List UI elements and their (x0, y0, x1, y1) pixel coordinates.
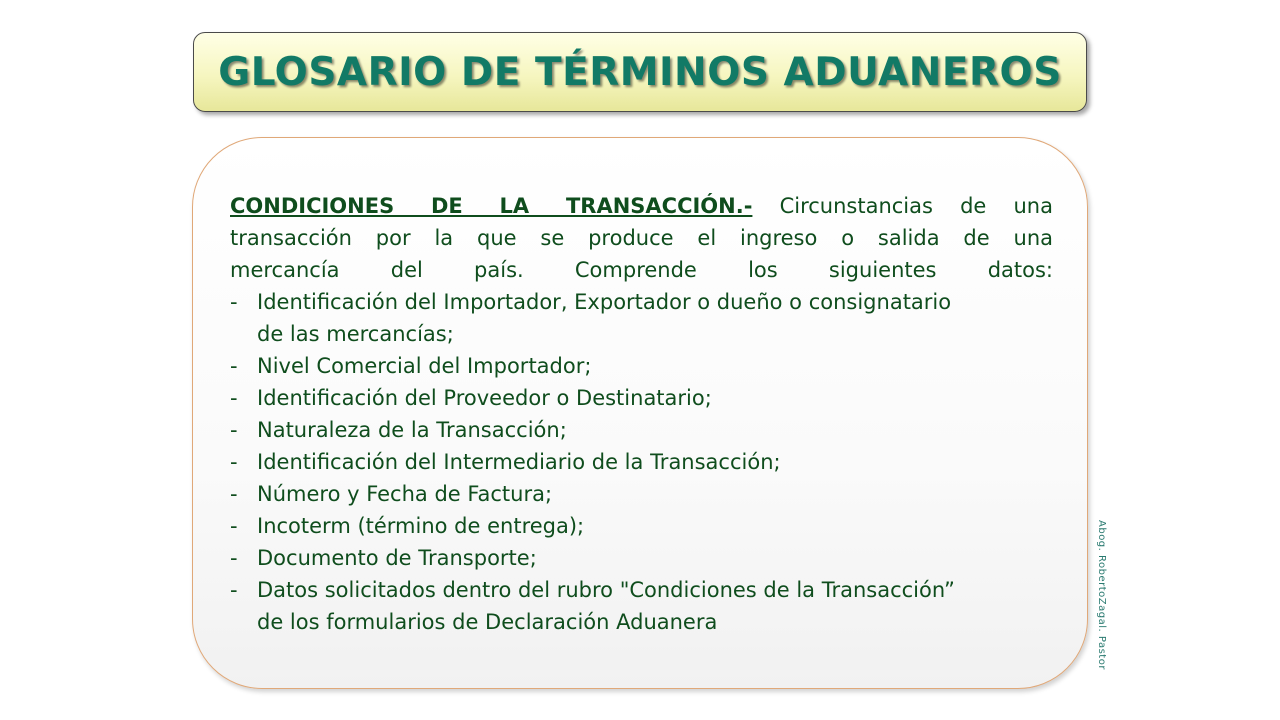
list-item (230, 446, 1053, 478)
list-item-continuation (230, 606, 1053, 638)
list-dash: - (230, 418, 238, 442)
list-item (230, 350, 1053, 382)
list-item-text: Identificación del Intermediario de la Transacción; (257, 450, 781, 474)
list-item (230, 478, 1053, 510)
list-item (230, 510, 1053, 542)
list-item-text: Número y Fecha de Factura; (257, 482, 553, 506)
author-credit: Abog. RobertoZagal. Pastor (1096, 520, 1107, 670)
list-dash: - (230, 450, 238, 474)
definition-content (230, 190, 1053, 638)
list-dash: - (230, 546, 238, 570)
list-item (230, 542, 1053, 574)
definition-text-1: Circunstancias de una (752, 194, 1053, 218)
list-item (230, 574, 1053, 606)
title-banner (193, 32, 1087, 112)
definition-line-1 (230, 190, 1053, 222)
list-item-text: Identificación del Proveedor o Destinatario; (257, 386, 712, 410)
list-item (230, 382, 1053, 414)
data-list (230, 286, 1053, 638)
list-item-continuation (230, 318, 1053, 350)
definition-panel (192, 137, 1088, 689)
list-item-text: Documento de Transporte; (257, 546, 537, 570)
list-dash: - (230, 482, 238, 506)
page-title: GLOSARIO DE TÉRMINOS ADUANEROS (218, 49, 1062, 95)
list-item-text: de las mercancías; (257, 322, 454, 346)
list-item-text: Incoterm (término de entrega); (257, 514, 585, 538)
list-item (230, 286, 1053, 318)
list-item-text: Naturaleza de la Transacción; (257, 418, 567, 442)
list-dash: - (230, 514, 238, 538)
list-dash: - (230, 386, 238, 410)
list-item (230, 414, 1053, 446)
term-heading: CONDICIONES DE LA TRANSACCIÓN.- (230, 194, 753, 218)
list-dash: - (230, 578, 238, 602)
list-dash: - (230, 354, 238, 378)
list-item-text: Datos solicitados dentro del rubro "Condiciones de la Transacción” (257, 578, 955, 602)
definition-line-3: mercancía del país. Comprende los siguientes datos: (230, 258, 1053, 282)
list-item-text: de los formularios de Declaración Aduanera (257, 610, 718, 634)
list-dash: - (230, 290, 238, 314)
list-item-text: Nivel Comercial del Importador; (257, 354, 592, 378)
definition-line-2: transacción por la que se produce el ingreso o salida de una (230, 226, 1053, 250)
list-item-text: Identificación del Importador, Exportador o dueño o consignatario (257, 290, 952, 314)
